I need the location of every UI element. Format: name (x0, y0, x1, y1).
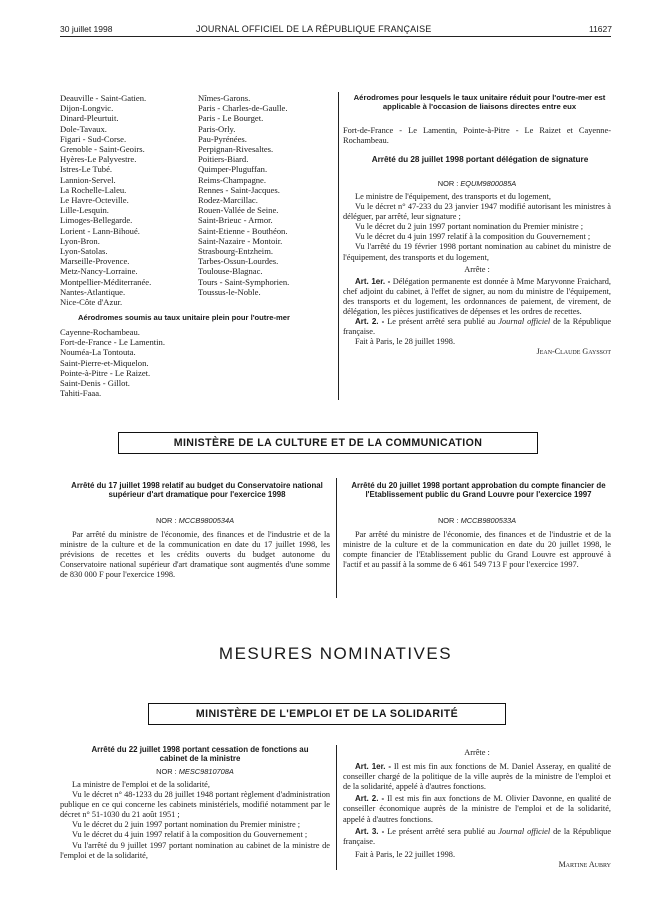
airport-item: Paris-Orly. (198, 123, 236, 134)
arrete-28-title: Arrêté du 28 juillet 1998 portant délégation de signature (371, 155, 589, 164)
airport-item: Toulouse-Blagnac. (198, 266, 263, 277)
airport-item: Paris - Le Bourget. (198, 113, 264, 124)
arrete-22-visas: La ministre de l'emploi et de la solidarité, Vu le décret n° 48-1233 du 28 juillet 1948 portant règlement d'administration publique en ce qui concerne les cabinets ministériels, modifié notamment par le décret n° 51-1030 du 21 août 1951 ; Vu le décret du 2 juin 1997 portant nomination du Premier ministre ; Vu le décret du 4 juin 1997 relatif à la composition du Gouvernement ; Vu l'arrêté du 9 juillet 1997 portant nomination au cabinet de la ministre de l'emploi et de la solidarité, (60, 780, 330, 860)
header-date: 30 juillet 1998 (60, 24, 113, 34)
airport-item: Perpignan-Rivesaltes. (198, 144, 274, 155)
airport-item: Metz-Nancy-Lorraine. (60, 266, 138, 277)
airport-item: Marseille-Provence. (60, 256, 130, 267)
airport-item: Rennes - Saint-Jacques. (198, 184, 280, 195)
airport-item: Saint-Nazaire - Montoir. (198, 235, 283, 246)
airport-item: Dijon-Longvic. (60, 103, 114, 114)
airport-item: Tours - Saint-Symphorien. (198, 276, 290, 287)
arrete-20-text: Par arrêté du ministre de l'économie, des finances et de l'industrie et de la ministre de la culture et de la communication en date du 20 juillet 1998, le compte financier de l'Etablissement public du Grand Louvre est approuvé à l'actif et au passif à la somme de 6 461 549 713 F pour l'exercice 1997. (343, 530, 611, 570)
airport-item: Nice-Côte d'Azur. (60, 297, 123, 308)
column-divider-2 (336, 478, 337, 598)
airport-item: Quimper-Pluguffan. (198, 164, 268, 175)
ministere-emploi-box: MINISTÈRE DE L'EMPLOI ET DE LA SOLIDARITÉ (148, 703, 506, 725)
mesures-nominatives-heading: MESURES NOMINATIVES (218, 644, 453, 663)
airport-item: Nîmes-Garons. (198, 93, 251, 103)
ministere-culture-box: MINISTÈRE DE LA CULTURE ET DE LA COMMUNICATION (118, 432, 538, 454)
outremer-airport-item: Pointe-à-Pitre - Le Raizet. (60, 367, 151, 378)
airport-item: Figari - Sud-Corse. (60, 133, 127, 144)
airport-item: Toussus-le-Noble. (198, 286, 261, 297)
airport-item: Pau-Pyrénées. (198, 133, 247, 144)
arrete-20-title: Arrêté du 20 juillet 1998 portant approbation du compte financier de l'Etablissement public du Grand Louvre pour l'exercice 1997 (351, 481, 606, 500)
outremer-airport-item: Nouméa-La Tontouta. (60, 347, 136, 358)
airport-item: Limoges-Bellegarde. (60, 215, 133, 226)
airport-list-col1 (60, 93, 190, 307)
airport-item: Lyon-Bron. (60, 235, 100, 246)
airport-item: Lyon-Satolas. (60, 246, 108, 257)
airport-item: Dole-Tavaux. (60, 123, 107, 134)
airport-item: Rouen-Vallée de Seine. (198, 205, 279, 216)
outremer-airport-item: Fort-de-France - Le Lamentin. (60, 337, 165, 348)
airport-item: Poitiers-Biard. (198, 154, 249, 165)
airport-item: Reims-Champagne. (198, 174, 267, 185)
outremer-airport-item: Saint-Pierre-et-Miquelon. (60, 357, 149, 368)
arrete-20-nor: NOR : MCCB9800533A (437, 516, 517, 525)
outremer-airport-item: Saint-Denis - Gillot. (60, 378, 130, 389)
arrete-22-nor: NOR : MESC9810708A (156, 767, 234, 776)
arrete-28-signature: Jean-Claude Gayssot (536, 347, 611, 357)
airport-item: Saint-Etienne - Bouthéon. (198, 225, 288, 236)
column-divider (338, 92, 339, 400)
airport-item: Deauville - Saint-Gatien. (60, 93, 147, 103)
airport-item: Nantes-Atlantique. (60, 286, 126, 297)
outremer-airport-item: Tahiti-Faaa. (60, 388, 102, 399)
arrete-28-nor: NOR : EQUM9800085A (437, 179, 517, 188)
outremer-heading: Aérodromes soumis au taux unitaire plein pour l'outre-mer (78, 313, 290, 322)
airport-item: Le Havre-Octeville. (60, 195, 129, 206)
airport-item: Lille-Lesquin. (60, 205, 109, 216)
airport-item: Saint-Brieuc - Armor. (198, 215, 273, 226)
airport-item: Hyères-Le Palyvestre. (60, 154, 137, 165)
outremer-list (60, 327, 260, 398)
airport-item: Tarbes-Ossun-Lourdes. (198, 256, 279, 267)
airport-item: Lorient - Lann-Bihoué. (60, 225, 140, 236)
reduit-heading: Aérodromes pour lesquels le taux unitaire réduit pour l'outre-mer est applicable à l'occasion de liaisons directes entre eux (353, 93, 606, 112)
airport-item: Lannion-Servel. (60, 174, 116, 185)
arrete-22-signature: Martine Aubry (558, 859, 611, 869)
airport-item: Grenoble - Saint-Geoirs. (60, 144, 145, 155)
arrete-28-body: Le ministre de l'équipement, des transports et du logement, Vu le décret n° 47-233 du 23 janvier 1947 modifié autorisant les ministres à déléguer, par arrêté, leur signature ; Vu le décret du 2 juin 1997 portant nomination du Premier ministre ; Vu le décret du 4 juin 1997 relatif à la composition du Gouvernement ; Vu l'arrêté du 19 février 1998 portant nomination au cabinet du ministre de l'équipement, des transports et du logement, Arrête : Art. 1er. - Délégation permanente est donnée à Mme Maryvonne Fraichard, chef adjoint du cabinet, à l'effet de signer, au nom du ministre de l'équipement, des transports et du logement, les ordonnances de paiement, de virement, de délégation, les pièces justificatives de dépenses et les ordres de recettes. Art. 2. - Le présent arrêté sera publié au Journal officiel de la République française. Fait à Paris, le 28 juillet 1998. Jean-Claude Gayssot (343, 192, 612, 357)
outremer-airport-item: Cayenne-Rochambeau. (60, 327, 140, 337)
arrete-17-nor: NOR : MCCB9800534A (155, 516, 235, 525)
airport-item: Strasbourg-Entzheim. (198, 246, 274, 257)
arrete-22-title: Arrêté du 22 juillet 1998 portant cessation de fonctions au cabinet de la ministre (91, 745, 309, 764)
arrete-17-text: Par arrêté du ministre de l'économie, des finances et de l'industrie et de la ministre de la culture et de la communication en date du 17 juillet 1998, les prévisions de recettes et les crédits ouverts du budget autonome du Conservatoire national supérieur d'art dramatique sont augmentés d'une somme de 830 000 F pour l'exercice 1998. (60, 530, 330, 580)
airport-list-col2 (198, 93, 328, 297)
airport-item: Paris - Charles-de-Gaulle. (198, 103, 288, 114)
arrete-22-articles: Arrête : Art. 1er. - Il est mis fin aux fonctions de M. Daniel Asseray, en qualité de conseiller chargé de la politique de la ville auprès de la ministre de l'emploi et de la solidarité, appelé à d'autres fonctions. Art. 2. - Il est mis fin aux fonctions de M. Olivier Davonne, en qualité de conseiller économique auprès de la ministre de l'emploi et de la solidarité, appelé à d'autres fonctions. Art. 3. - Le présent arrêté sera publié au Journal officiel de la République française. Fait à Paris, le 22 juillet 1998. Martine Aubry (343, 748, 612, 869)
reduit-text: Fort-de-France - Le Lamentin, Pointe-à-Pitre - Le Raizet et Cayenne-Rochambeau. (343, 126, 611, 146)
airport-item: Istres-Le Tubé. (60, 164, 113, 175)
airport-item: La Rochelle-Laleu. (60, 184, 127, 195)
airport-item: Dinard-Pleurtuit. (60, 113, 119, 124)
header-rule (60, 36, 611, 37)
airport-item: Rodez-Marcillac. (198, 195, 258, 206)
column-divider-3 (336, 745, 337, 870)
journal-title: JOURNAL OFFICIEL DE LA RÉPUBLIQUE FRANÇAISE (196, 24, 432, 34)
airport-item: Montpellier-Méditerranée. (60, 276, 152, 287)
page-number: 11627 (588, 24, 612, 34)
arrete-17-title: Arrêté du 17 juillet 1998 relatif au budget du Conservatoire national supérieur d'art dramatique pour l'exercice 1998 (71, 481, 323, 500)
